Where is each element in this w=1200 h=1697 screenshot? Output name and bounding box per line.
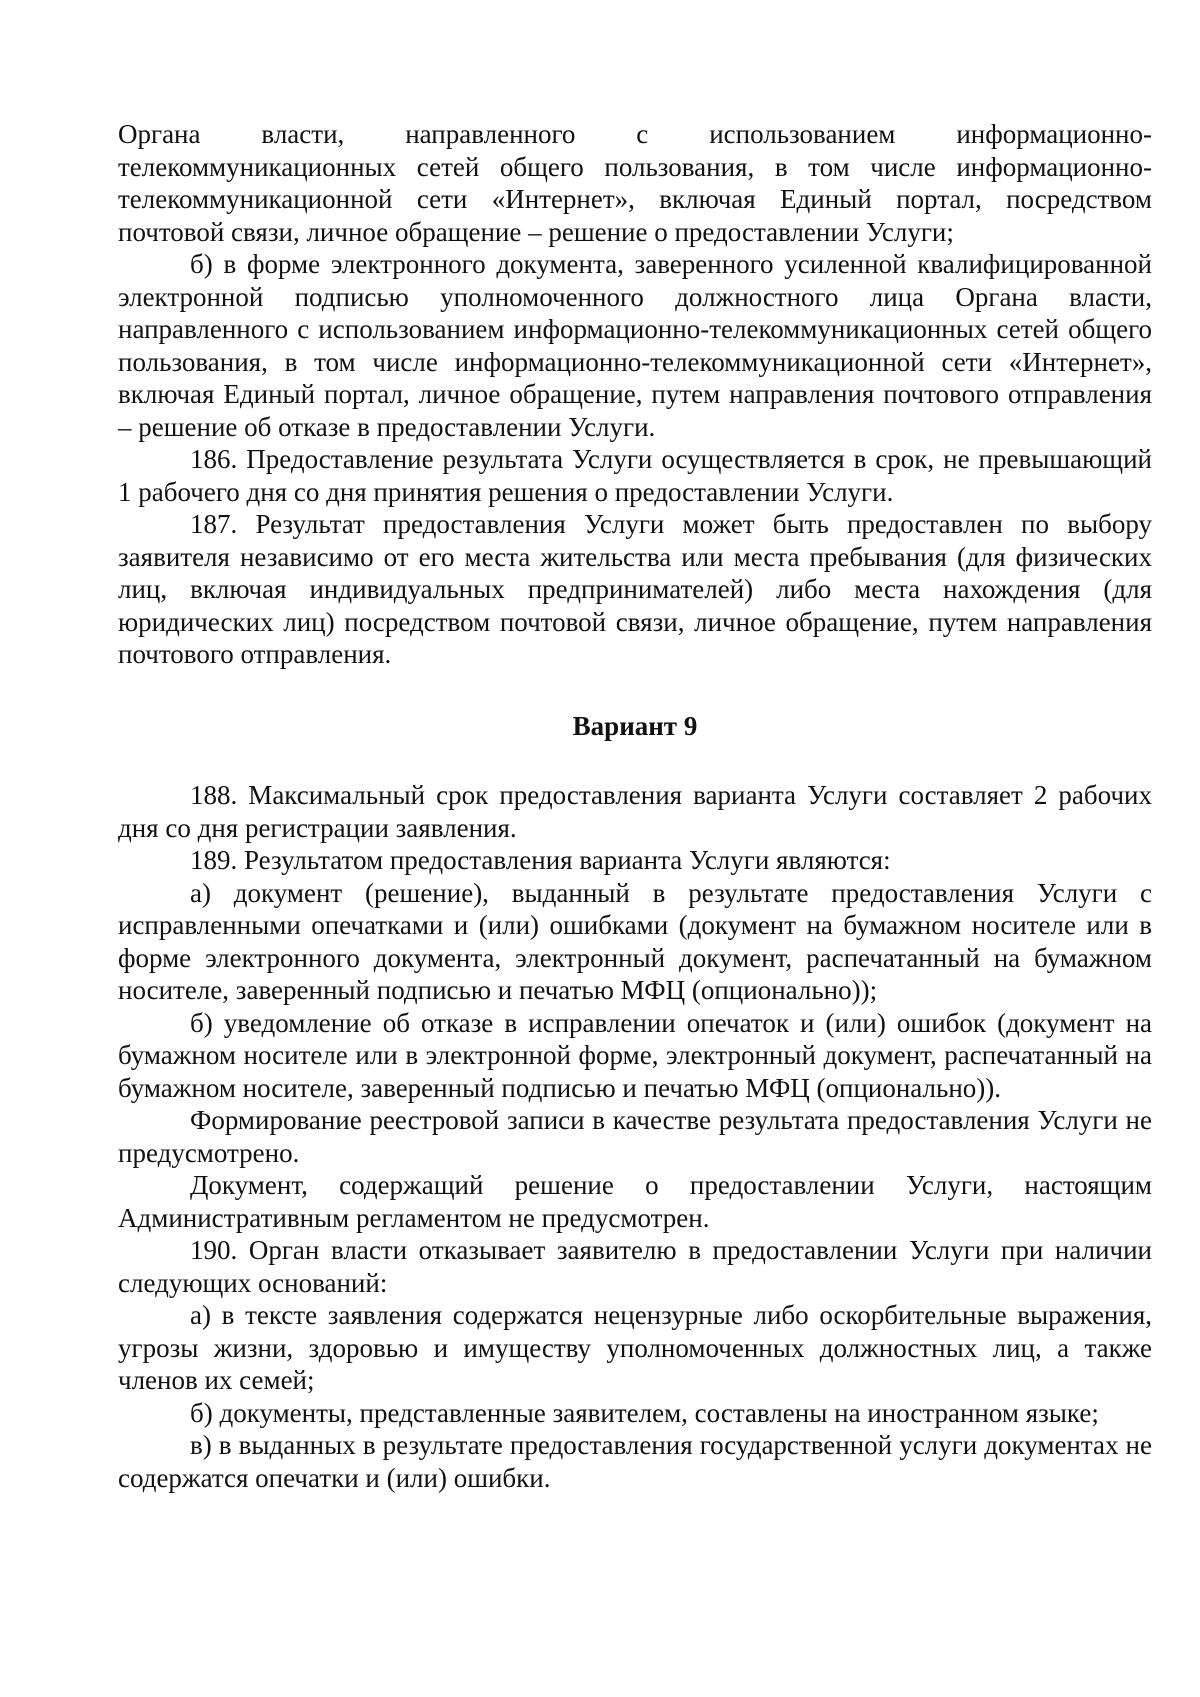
paragraph-187: 187. Результат предоставления Услуги может быть предоставлен по выбору заявителя независимо от его места жительства или места пребывания (для физических лиц, включая индивидуальных предпринимателей) либо места нахождения (для юридических лиц) посредством почтовой связи, личное обращение, путем направления почтового отправления. — [118, 509, 1152, 669]
paragraph-item-b: б) в форме электронного документа, заверенного усиленной квалифицированной электронной подписью уполномоченного должностного лица Органа власти, направленного с использованием информационно-телекоммуникационных сетей общего пользования, в том числе информационно-телекоммуникационной сети «Интернет», включая Единый портал, личное обращение, путем направления почтового отправления – решение об отказе в предоставлении Услуги. — [118, 249, 1152, 442]
paragraph-190: 190. Орган власти отказывает заявителю в предоставлении Услуги при наличии следующих оснований: — [118, 1235, 1152, 1298]
paragraph-190-c: в) в выданных в результате предоставления государственной услуги документах не содержатся опечатки и (или) ошибки. — [118, 1430, 1152, 1493]
paragraph-registry-note: Формирование реестровой записи в качестве результата предоставления Услуги не предусмотрено. — [118, 1105, 1152, 1168]
paragraph-189-a: а) документ (решение), выданный в результате предоставления Услуги с исправленными опечатками и (или) ошибками (документ на бумажном носителе или в форме электронного документа, электронный документ, распечатанный на бумажном носителе, заверенный подписью и печатью МФЦ (опционально)); — [118, 877, 1152, 1005]
paragraph-189-b: б) уведомление об отказе в исправлении опечаток и (или) ошибок (документ на бумажном носителе или в электронной форме, электронный документ, распечатанный на бумажном носителе, заверенный подписью и печатью МФЦ (опционально)). — [118, 1007, 1152, 1103]
paragraph-continuation: Органа власти, направленного с использованием информационно-телекоммуникационных сетей общего пользования, в том числе информационно-телекоммуникационной сети «Интернет», включая Единый портал, посредством почтовой связи, личное обращение – решение о предоставлении Услуги; — [118, 119, 1152, 247]
paragraph-190-a: а) в тексте заявления содержатся нецензурные либо оскорбительные выражения, угрозы жизни, здоровью и имуществу уполномоченных должностных лиц, а также членов их семей; — [118, 1300, 1152, 1395]
paragraph-186: 186. Предоставление результата Услуги осуществляется в срок, не превышающий 1 рабочего дня со дня принятия решения о предоставлении Услуги. — [118, 444, 1152, 507]
section-heading: Вариант 9 — [572, 710, 698, 741]
paragraph-document-note: Документ, содержащий решение о предоставлении Услуги, настоящим Административным регламентом не предусмотрен. — [118, 1170, 1152, 1233]
document-page — [118, 118, 1152, 1494]
paragraph-188: 188. Максимальный срок предоставления варианта Услуги составляет 2 рабочих дня со дня регистрации заявления. — [118, 780, 1152, 843]
paragraph-189: 189. Результатом предоставления варианта Услуги являются: — [190, 845, 891, 875]
paragraph-190-b: б) документы, представленные заявителем, составлены на иностранном языке; — [190, 1397, 1099, 1428]
